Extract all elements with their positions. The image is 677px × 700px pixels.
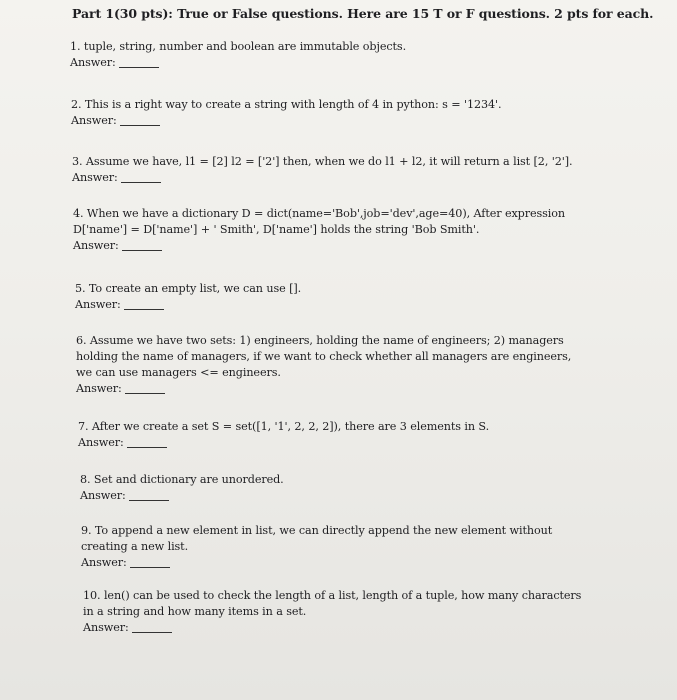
question-2: [71, 97, 501, 129]
answer-row: [78, 435, 489, 451]
question-text: holding the name of managers, if we want to check whether all managers are engineers,: [76, 350, 572, 363]
answer-blank[interactable]: [127, 446, 167, 448]
answer-blank[interactable]: [120, 124, 160, 126]
question-7: [78, 419, 489, 451]
answer-label: Answer:: [70, 56, 116, 69]
answer-blank[interactable]: [129, 499, 169, 501]
answer-label: Answer:: [83, 621, 129, 634]
answer-row: [73, 238, 565, 254]
answer-blank[interactable]: [119, 66, 159, 68]
answer-blank[interactable]: [124, 308, 164, 310]
question-1: [70, 39, 406, 71]
question-10: [83, 588, 581, 636]
answer-label: Answer:: [76, 382, 122, 395]
question-text: 1. tuple, string, number and boolean are immutable objects.: [70, 40, 407, 53]
question-text: D['name'] = D['name'] + ' Smith', D['name'] holds the string 'Bob Smith'.: [73, 223, 480, 236]
question-8: [80, 472, 284, 504]
answer-label: Answer:: [80, 489, 126, 502]
question-text: in a string and how many items in a set.: [83, 605, 307, 618]
answer-row: [80, 488, 284, 504]
answer-label: Answer:: [71, 114, 117, 127]
answer-blank[interactable]: [121, 181, 161, 183]
question-9: [81, 523, 552, 571]
question-3: [72, 154, 572, 186]
question-text: 7. After we create a set S = set([1, '1', 2, 2, 2]), there are 3 elements in S.: [78, 420, 490, 433]
answer-blank[interactable]: [132, 631, 172, 633]
answer-blank[interactable]: [122, 249, 162, 251]
answer-row: [76, 381, 571, 397]
question-text: 4. When we have a dictionary D = dict(name='Bob',job='dev',age=40), After expression: [73, 207, 566, 220]
page-title: Part 1(30 pts): True or False questions. Here are 15 T or F questions. 2 pts for each.: [72, 6, 654, 21]
answer-label: Answer:: [75, 298, 121, 311]
answer-row: [81, 555, 552, 571]
question-text: 3. Assume we have, l1 = [2] l2 = ['2'] then, when we do l1 + l2, it will return a list [2, '2'].: [72, 155, 573, 168]
answer-blank[interactable]: [130, 566, 170, 568]
answer-row: [75, 297, 301, 313]
question-text: creating a new list.: [81, 540, 189, 553]
question-text: 10. len() can be used to check the length of a list, length of a tuple, how many characters: [83, 589, 582, 602]
answer-row: [83, 620, 581, 636]
question-6: [76, 333, 571, 397]
question-text: 6. Assume we have two sets: 1) engineers, holding the name of engineers; 2) managers: [76, 334, 564, 347]
question-text: 8. Set and dictionary are unordered.: [80, 473, 284, 486]
answer-label: Answer:: [72, 171, 118, 184]
answer-label: Answer:: [81, 556, 127, 569]
question-5: [75, 281, 301, 313]
answer-label: Answer:: [73, 239, 119, 252]
question-text: 2. This is a right way to create a string with length of 4 in python: s = '1234'.: [71, 98, 502, 111]
answer-row: [71, 113, 501, 129]
question-text: 9. To append a new element in list, we can directly append the new element without: [81, 524, 553, 537]
answer-blank[interactable]: [125, 392, 165, 394]
question-text: we can use managers <= engineers.: [76, 366, 281, 379]
answer-row: [72, 170, 572, 186]
question-text: 5. To create an empty list, we can use [].: [75, 282, 302, 295]
question-4: [73, 206, 565, 254]
answer-row: [70, 55, 406, 71]
answer-label: Answer:: [78, 436, 124, 449]
